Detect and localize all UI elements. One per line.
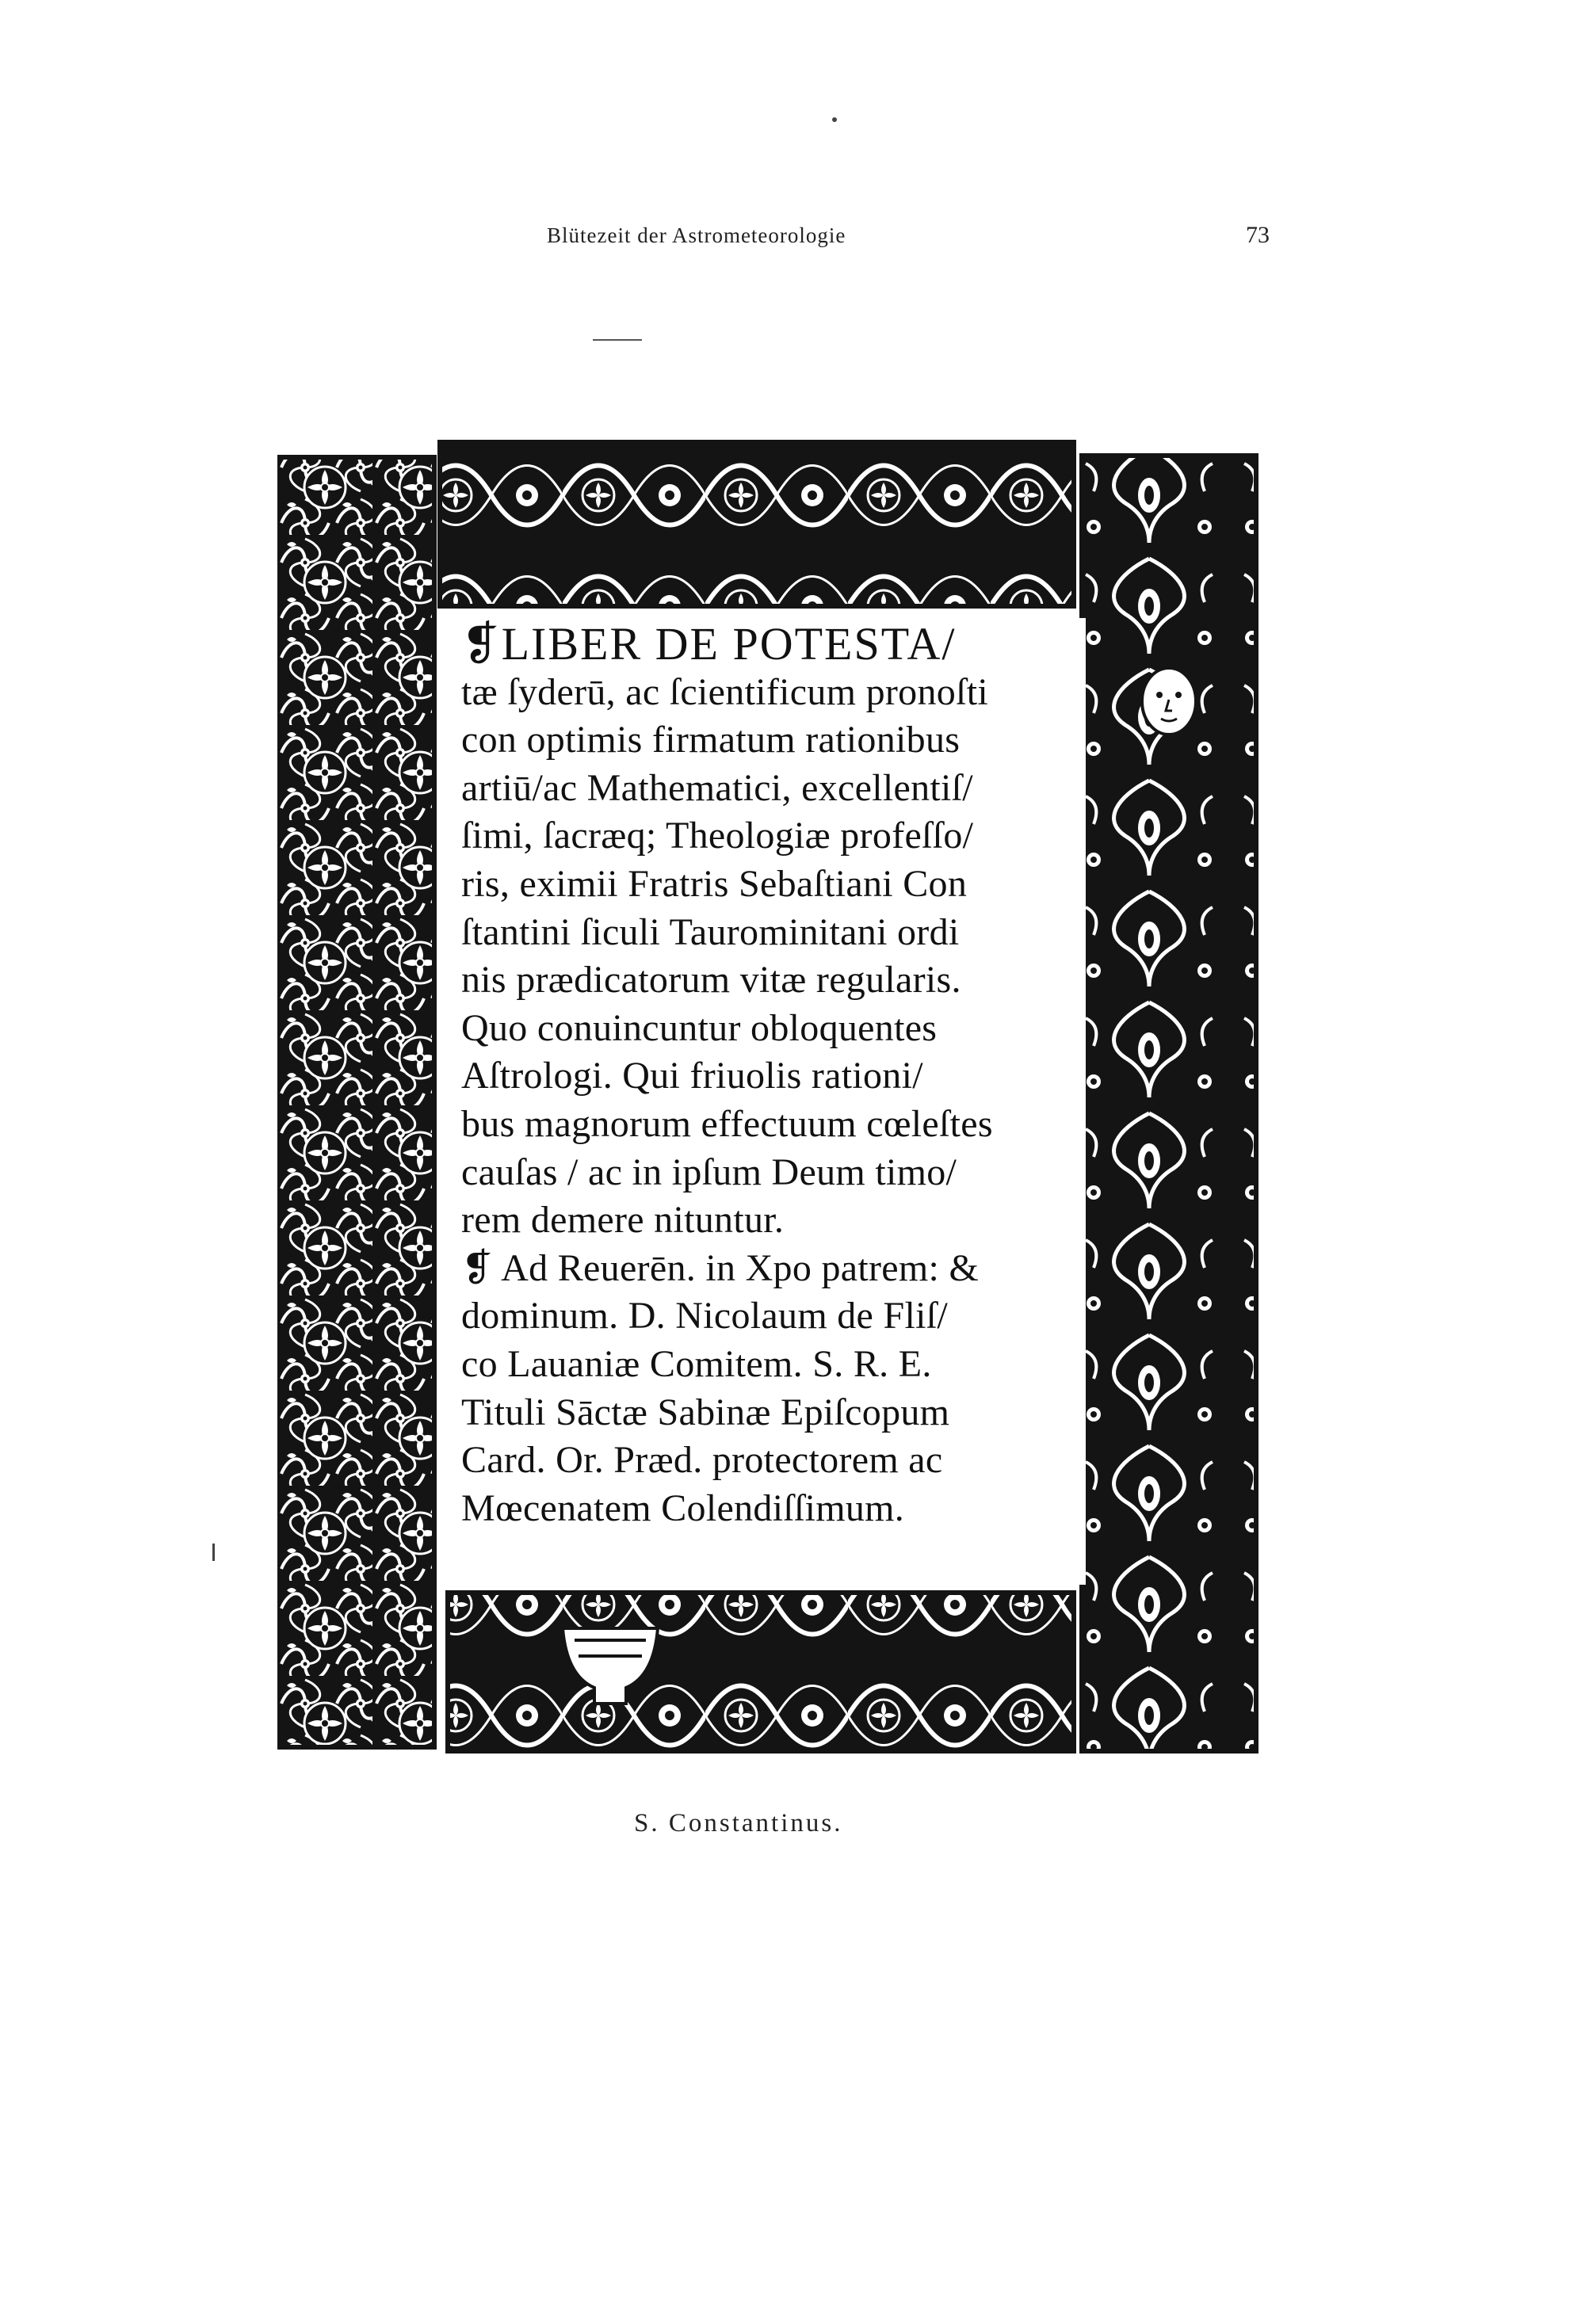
text-line: nis prædicatorum vitæ regularis. — [461, 959, 961, 1002]
text-line: rem demere nituntur. — [461, 1199, 785, 1242]
margin-mark — [212, 1544, 215, 1561]
text-line: bus magnorum effectuum cœleſtes — [461, 1102, 993, 1145]
short-rule — [593, 339, 642, 341]
running-head: Blütezeit der Astrometeorologie — [547, 223, 846, 247]
text-line: tæ ſyderū, ac ſcientificum pronoſti — [461, 670, 988, 713]
right-border-panel — [1082, 456, 1256, 1751]
text-line: Tituli Sāctæ Sabinæ Epiſcopum — [461, 1391, 950, 1433]
text-line: Quo conuincuntur obloquentes — [461, 1006, 938, 1049]
left-border-panel — [277, 457, 434, 1747]
text-line: ris, eximii Fratris Sebaſtiani Con — [461, 862, 968, 905]
title-text-block — [461, 620, 1087, 1532]
woodcut-title-page — [277, 440, 1260, 1759]
text-line: cauſas / ac in ipſum Deum timo/ — [461, 1151, 957, 1193]
figure-caption: S. Constantinus. — [634, 1809, 843, 1837]
text-line: dominum. D. Nicolaum de Fliſ/ — [461, 1295, 948, 1338]
text-line: ſtantini ſiculi Taurominitani ordi — [461, 910, 960, 953]
text-line: ſimi, ſacræq; Theologiæ profeſſo/ — [461, 815, 974, 857]
text-line: artiū/ac Mathematici, excellentiſ/ — [461, 766, 973, 809]
bottom-border-panel — [448, 1593, 1074, 1751]
page-number: 73 — [1246, 222, 1270, 248]
text-line: co Lauaniæ Comitem. S. R. E. — [461, 1342, 932, 1385]
text-line: ❡ Ad Reuerēn. in Xpo patrem: & — [461, 1246, 980, 1289]
text-line: Mœcenatem Colendiſſimum. — [461, 1486, 905, 1529]
face-medallion — [1142, 668, 1196, 735]
text-line: Card. Or. Præd. protectorem ac — [461, 1439, 943, 1482]
text-line: ❡LIBER DE POTESTA/ — [461, 618, 957, 670]
text-line: Aſtrologi. Qui friuolis rationi/ — [461, 1055, 923, 1097]
stray-dot — [832, 117, 837, 122]
text-line: con optimis firmatum rationibus — [461, 719, 961, 761]
top-border-panel — [440, 440, 1074, 606]
